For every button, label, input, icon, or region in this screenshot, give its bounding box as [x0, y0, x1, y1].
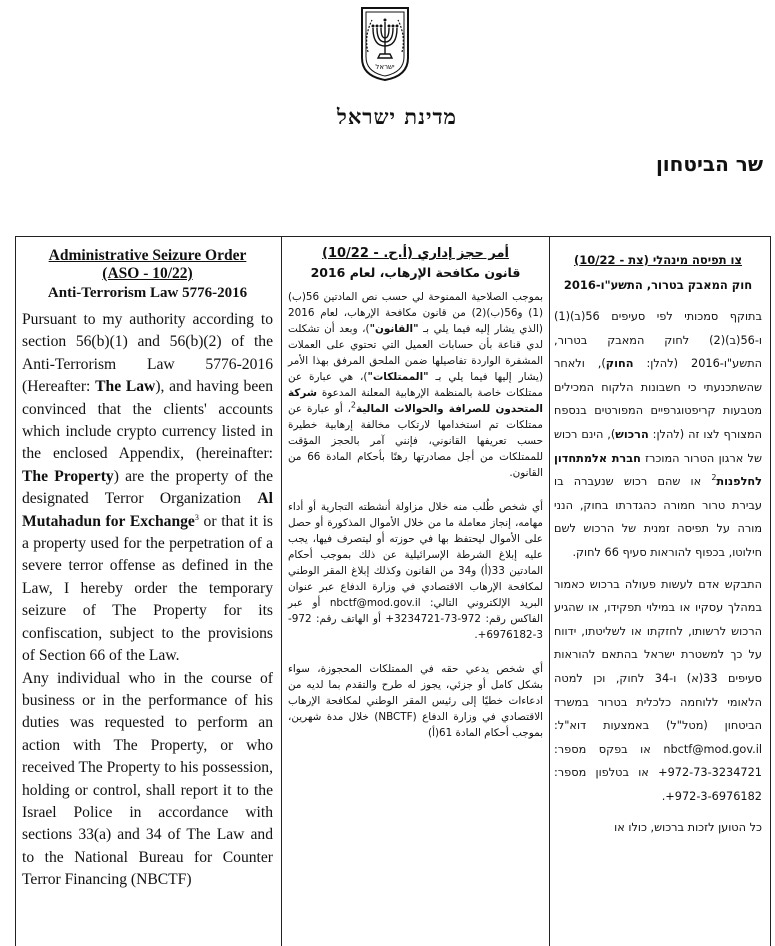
emblem-text: ישראל [375, 63, 395, 71]
arabic-paragraph-2: أي شخص طُلب منه خلال مزاولة أنشطته التجارية أو أداء مهامه، إنجاز معاملة ما من خلال الأموال المذكورة أو حصل على الأموال ليحتفظ بها في حوزته أو ليتصرف فيها، يجب عليه إبلاغ الشرطة الإسرائيلية عن ذلك بموجب أحكام المادتين 33(أ) و34 من القانون وكذلك إبلاغ المقر الوطني لمكافحة الإرهاب الاقتصادي في وزارة الدفاع عبر عنوان البريد الإلكتروني التالي: nbctf@mod.gov.il أو عبر الفاكس رقم: 972-73-3234721+ أو الهاتف رقم: 972-3-6976182+. [288, 501, 544, 641]
trilingual-order-table [15, 236, 771, 946]
arabic-title: أمر حجز إداري (أ.ح. - 10/22) [322, 246, 509, 261]
english-paragraph-1: Pursuant to my authority according to section 56(b)(1) and 56(b)(2) of the Anti-Terrorism Law 5776-2016 (Hereafter: The Law), and having been convinced that the clients' accounts which include crypto currency listed in the enclosed Appendix, (hereinafter: The Property) are the property of the designated Terror Organization Al Mutahadun for Exchange$^3$ or that it is a property used for the perpetration of a severe terror offense as defined in the Law, I hereby order the temporary seizure of The Property for its confiscation, subject to the provisions of Section 66 of the Law. [22, 311, 273, 665]
arabic-subtitle: قانون مكافحة الإرهاب، لعام 2016 [310, 265, 521, 280]
hebrew-paragraph-3: כל הטוען לזכות ברכוש, כולו או [614, 821, 762, 835]
hebrew-column [550, 237, 770, 946]
english-title-line1: Administrative Seizure Order [48, 247, 247, 264]
state-name: מדינת ישראל [337, 104, 457, 129]
english-column [16, 237, 282, 946]
hebrew-subtitle: חוק המאבק בטרור, התשע"ו-2016 [563, 278, 753, 292]
arabic-paragraph-1: بموجب الصلاحية الممنوحة لي حسب نص المادتين 56(ب)(1) و56(ب)(2) من قانون مكافحة الإرهاب، لعام 2016 (الذي يشار إليه فيما يلي بـ "القانون")، وبعد أن تشكلت لدي قناعة بأن حسابات العميل التي تحتوي على العملات المشفرة الواردة تفاصيلها ضمن الملحق المرفق بهذا الأمر (يشار إليها فيما يلي بـ "الممتلكات")، هي عبارة عن ممتلكات خاصة بالمنظمة الإرهابية المعلنة المدعوة شركة المتحدون للصرافة والحوالات المالية$^2$، أو عبارة عن ممتلكات تم استخدامها لارتكاب مخالفة إرهابية خطيرة حسب تعريفها القانوني، فإنني آمر بالحجز المؤقت للممتلكات من أجل مصادرتها رهنًا بأحكام المادة 66 من القانون. [288, 291, 544, 479]
english-paragraph-2: Any individual who in the course of business or in the performance of his duties was requested to perform an action with The Property, or who received The Property to his possession, holding or control, shall report it to the Israel Police in accordance with sections 33(a) and 34 of The Law and to the National Bureau for Counter Terror Financing (NBCTF) [22, 669, 273, 889]
arabic-paragraph-3: أي شخص يدعي حقه في الممتلكات المحجوزة، سواء بشكل كامل أو جزئي، يجوز له طرح والتقدم بما لديه من ادعاءات خطيًا إلى رئيس المقر الوطني لمكافحة الإرهاب الاقتصادي في وزارة الدفاع (NBCTF) خلال مدة شهرين، بموجب أحكام المادة 61(أ) [288, 663, 544, 739]
hebrew-paragraph-2: התבקש אדם לעשות פעולה ברכוש כאמור במהלך עסקיו או במילוי תפקידו, או שהגיע הרכוש לרשותו, לחזקתו או לשליטתו, ידווח על כך למשטרת ישראל בהתאם להוראות סעיפים 33(א) ו-34 לחוק, וכן למטה הלאומי ללוחמה כלכלית בטרור במשרד הביטחון (מטל"ל) באמצעות דוא"ל: nbctf@mod.gov.il או בפקס מספר: 972-73-3234721+ או בטלפון מספר: 972-3-6976182+. [554, 577, 762, 803]
english-subtitle: Anti-Terrorism Law 5776-2016 [47, 285, 248, 301]
arabic-column [282, 237, 550, 946]
english-title-line2: (ASO - 10/22) [102, 265, 193, 282]
hebrew-title: צו תפיסה מינהלי (צת - 10/22) [573, 253, 743, 267]
state-emblem-icon [354, 6, 416, 82]
ministry-name: שר הביטחון [655, 152, 763, 176]
hebrew-paragraph-1: בתוקף סמכותי לפי סעיפים 56(ב)(1) ו-56(ב)(2) לחוק המאבק בטרור, התשע"ו-2016 (להלן: החוק), ולאחר שהשתכנעתי כי חשבונות הלקוח המכילים מטבעות קריפטוגרפיים המפורטים בנספח המצורף לצו זה (להלן: הרכוש), הינם רכוש של ארגון הטרור המוכרז חברת אלמתחדון לחלפנות$^2$ או שהם רכוש שנעברה בו עבירת טרור חמורה כהגדרתו בחוק, הנני מורה על תפיסה זמנית של הרכוש לשם חילוטו, בכפוף להוראות סעיף 66 לחוק. [554, 310, 762, 559]
